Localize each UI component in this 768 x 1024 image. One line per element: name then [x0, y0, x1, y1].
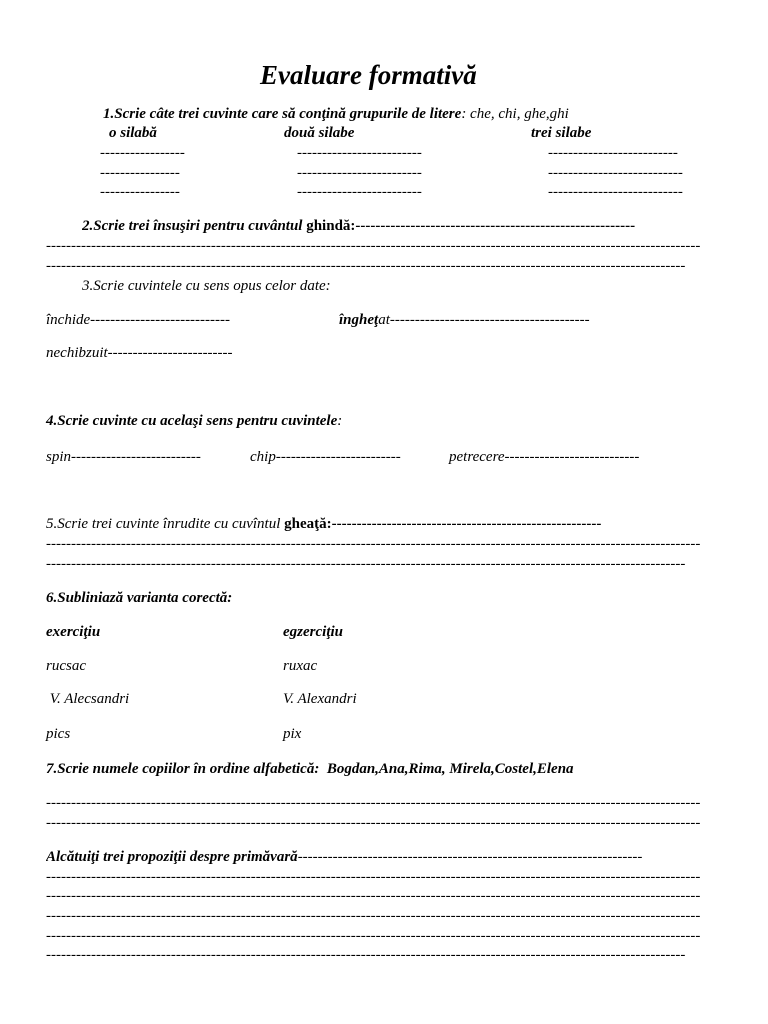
ex1-blank[interactable]: -----------------	[100, 145, 185, 161]
ex8-prompt-text: Alcătuiţi trei propoziţii despre primăvară	[46, 850, 298, 865]
ex1-col-three-syllables: trei silabe	[531, 125, 592, 141]
ex4-colon: :	[337, 413, 343, 429]
ex1-letter-groups: : che, chi, ghe,ghi	[461, 106, 569, 122]
ex2-prompt	[82, 219, 720, 234]
ex1-prompt-text: 1.Scrie câte trei cuvinte care să conţină grupurile de litere	[103, 106, 462, 122]
ex2-answer-line[interactable]: --------------------------------------------------------------------------------------------------------------------------------	[46, 259, 686, 274]
ex3-word: nechibzuit	[46, 345, 108, 361]
ex4-prompt	[46, 414, 342, 429]
ex4-answer-line[interactable]: -------------------------	[275, 449, 401, 465]
ex1-blank[interactable]: --------------------------	[548, 145, 678, 161]
ex3-item-inchide	[46, 313, 230, 328]
ex8-answer-line[interactable]: -----------------------------------------------------------------------------------------------------------------------------------	[46, 889, 701, 904]
ex3-prompt: 3.Scrie cuvintele cu sens opus celor date:	[82, 278, 331, 294]
ex8-prompt	[46, 850, 716, 865]
ex8-answer-line[interactable]: -----------------------------------------------------------------------------------------------------------------------------------	[46, 929, 701, 944]
ex5-answer-line[interactable]: ------------------------------------------------------	[331, 517, 602, 532]
ex1-blank[interactable]: ---------------------------	[548, 184, 683, 200]
ex1-prompt	[103, 107, 569, 122]
ex8-answer-line[interactable]: -----------------------------------------------------------------------------------------------------------------------------------	[46, 870, 701, 885]
ex2-prompt-text: 2.Scrie trei însuşiri pentru cuvântul	[82, 219, 303, 234]
ex1-col-one-syllable: o silabă	[109, 125, 157, 141]
ex1-blank[interactable]: -------------------------	[297, 165, 422, 181]
ex6-option[interactable]: egzerciţiu	[283, 624, 343, 640]
ex5-prompt-text: 5.Scrie trei cuvinte înrudite cu cuvîntul	[46, 517, 281, 532]
ex4-item-petrecere	[449, 450, 639, 465]
ex1-blank[interactable]: -------------------------	[297, 184, 422, 200]
ex1-blank[interactable]: ---------------------------	[548, 165, 683, 181]
ex3-answer-line[interactable]: -------------------------	[107, 345, 233, 361]
ex3-word: închide	[46, 312, 91, 328]
ex7-answer-line[interactable]: -----------------------------------------------------------------------------------------------------------------------------------	[46, 816, 701, 831]
ex1-blank[interactable]: ----------------	[100, 165, 180, 181]
ex3-item-inghetat	[339, 313, 590, 328]
ex4-word: spin	[46, 449, 72, 465]
ex5-word: gheaţă:	[284, 517, 332, 532]
ex4-word: chip	[250, 449, 276, 465]
ex6-option[interactable]: pix	[283, 726, 302, 742]
ex7-prompt	[46, 762, 574, 777]
ex1-col-two-syllables: două silabe	[284, 125, 355, 141]
ex3-item-nechibzuit	[46, 346, 233, 361]
ex3-word-part: îngheţ	[339, 312, 379, 328]
ex5-answer-line[interactable]: --------------------------------------------------------------------------------------------------------------------------------	[46, 557, 686, 572]
ex6-option[interactable]: V. Alecsandri	[46, 691, 130, 707]
ex4-item-chip	[250, 450, 401, 465]
ex6-prompt: 6.Subliniază varianta corectă:	[46, 590, 233, 606]
ex1-blank[interactable]: ----------------	[100, 184, 180, 200]
ex4-answer-line[interactable]: ---------------------------	[504, 449, 640, 465]
ex7-prompt-text: 7.Scrie numele copiilor în ordine alfabetică:	[46, 761, 320, 777]
ex8-answer-line[interactable]: --------------------------------------------------------------------------------------------------------------------------------	[46, 948, 686, 963]
ex6-option[interactable]: rucsac	[46, 658, 86, 674]
ex3-word-part: at	[378, 312, 390, 328]
ex2-word: ghindă:	[306, 219, 356, 234]
ex3-answer-line[interactable]: ----------------------------	[90, 312, 231, 328]
ex2-answer-line[interactable]: -----------------------------------------------------------------------------------------------------------------------------------	[46, 239, 701, 254]
ex3-answer-line[interactable]: ----------------------------------------	[389, 312, 590, 328]
page-title: Evaluare formativă	[260, 60, 477, 90]
ex4-answer-line[interactable]: --------------------------	[71, 449, 201, 465]
ex7-names: Bogdan,Ana,Rima, Mirela,Costel,Elena	[326, 761, 574, 777]
ex6-option[interactable]: pics	[46, 726, 71, 742]
ex2-answer-line[interactable]: --------------------------------------------------------	[355, 219, 636, 234]
ex8-answer-line[interactable]: ---------------------------------------------------------------------	[297, 850, 643, 865]
ex8-answer-line[interactable]: -----------------------------------------------------------------------------------------------------------------------------------	[46, 909, 701, 924]
ex5-prompt	[46, 517, 720, 532]
ex4-item-spin	[46, 450, 201, 465]
ex5-answer-line[interactable]: -----------------------------------------------------------------------------------------------------------------------------------	[46, 537, 701, 552]
ex4-prompt-text: 4.Scrie cuvinte cu acelaşi sens pentru cuvintele	[46, 413, 338, 429]
ex1-blank[interactable]: -------------------------	[297, 145, 422, 161]
ex6-option-correct[interactable]: exerciţiu	[46, 624, 101, 640]
ex6-option[interactable]: V. Alexandri	[283, 691, 357, 707]
ex4-word: petrecere	[449, 449, 505, 465]
ex6-option[interactable]: ruxac	[283, 658, 318, 674]
ex7-answer-line[interactable]: -----------------------------------------------------------------------------------------------------------------------------------	[46, 796, 701, 811]
